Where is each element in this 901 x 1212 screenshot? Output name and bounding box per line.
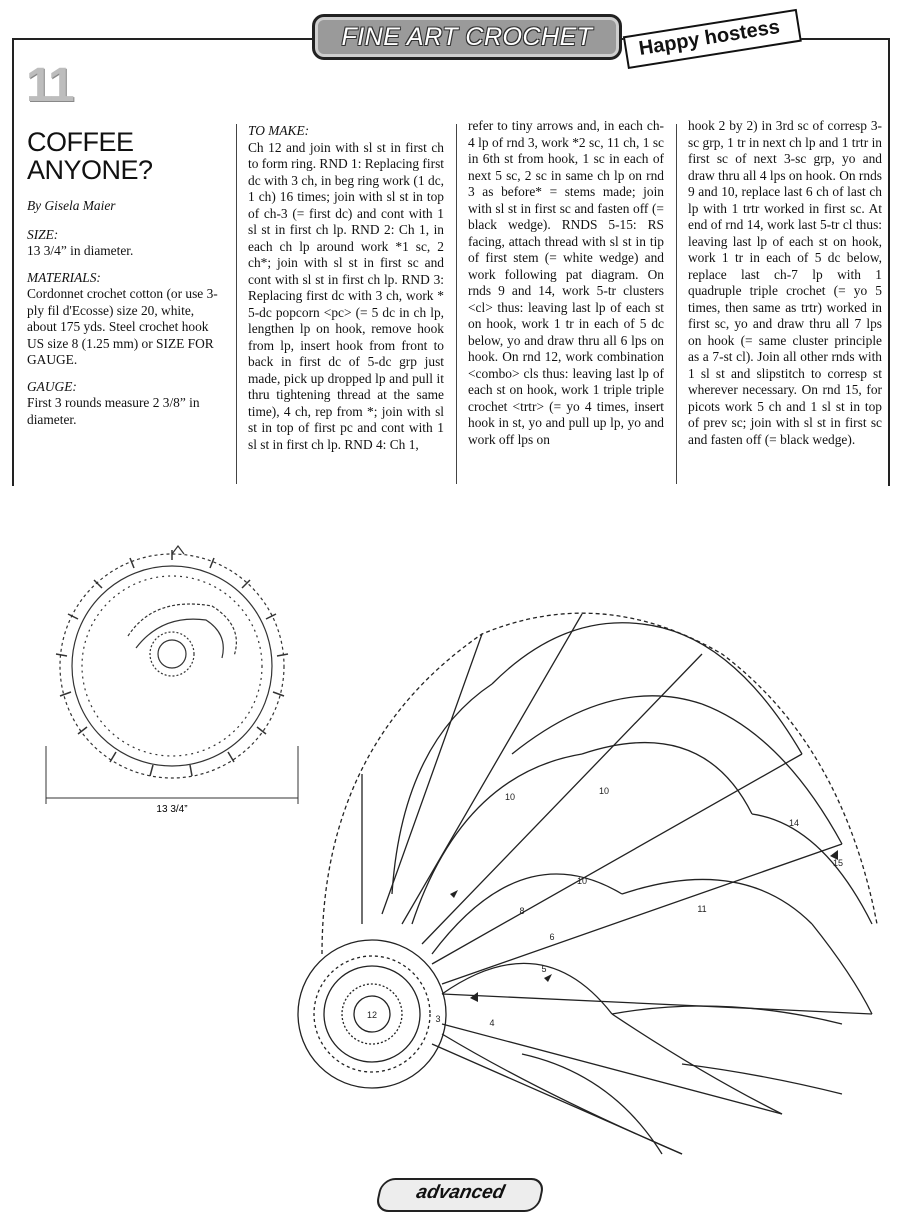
author-byline: By Gisela Maier — [27, 198, 116, 213]
gauge-section — [27, 379, 223, 429]
dimension-label: 13 3/4” — [156, 804, 188, 815]
round-number-label: 10 — [504, 792, 516, 802]
size-text: 13 3/4” in diameter. — [27, 243, 134, 258]
round-number-label: 8 — [519, 906, 525, 916]
materials-text: Cordonnet crochet cotton (or use 3-ply fil d'Ecosse) size 20, white, about 175 yds. Steel crochet hook US size 8 (1.25 mm) or SIZE FOR GAUGE. — [27, 286, 218, 367]
column-divider — [456, 124, 457, 484]
masthead-text: FINE ART CROCHET — [341, 22, 593, 51]
magazine-masthead — [312, 14, 622, 60]
column-divider — [676, 124, 677, 484]
section-ribbon: Happy hostess — [623, 9, 802, 69]
pattern-number: 11 — [26, 59, 73, 112]
round-number-label: 10 — [576, 876, 588, 886]
column-divider — [236, 124, 237, 484]
round-number-label: 11 — [697, 904, 707, 914]
size-section — [27, 227, 223, 260]
materials-label: MATERIALS: — [27, 269, 101, 285]
round-number-label: 15 — [832, 858, 844, 868]
round-number-label: 10 — [598, 786, 610, 796]
instructions-text-1: Ch 12 and join with sl st in first ch to form ring. RND 1: Replacing first dc with 3 ch, in beg ring work (1 dc, 1 ch) 16 times; join with sl st in top of ch-3 (= first dc) and cont with 1 sl st in first ch lp. RND 2: Ch 1, in each ch lp around work *1 sc, 2 ch*; join with sl st in first sc and cont with sl st in first ch lp. RND 3: Replacing first dc with 3 ch, work * 5-dc popcorn <pc> (= 5 dc in ch lp, lengthen lp on hook, remove hook from lp, insert hook from front to back in first dc of 5-dc grp just made, pick up dropped lp and pull it thru tightening thread at the same time), 4 ch, rep from *; join with sl st in top of first pc and cont with 1 sl st in first ch lp. RND 4: Ch 1, — [248, 139, 444, 452]
round-number-label: 6 — [549, 932, 555, 942]
difficulty-label: advanced — [414, 1182, 507, 1203]
title-line-2: ANYONE? — [27, 155, 153, 185]
materials-section — [27, 270, 223, 369]
difficulty-badge — [374, 1178, 545, 1212]
title-line-1: COFFEE — [27, 127, 134, 157]
to-make-label: TO MAKE: — [248, 123, 310, 138]
round-number-label: 4 — [489, 1018, 495, 1028]
round-number-label: 12 — [366, 1010, 378, 1020]
round-number-label: 3 — [435, 1014, 441, 1024]
instructions-text-2: refer to tiny arrows and, in each ch-4 lp of rnd 3, work *2 sc, 11 ch, 1 sc in 6th st from hook, 1 sc in each of next 5 sc, 2 sc in same ch lp on rnd 3 as before* = stems made; join with sl st in first sc and fasten off (= black wedge). RNDS 5-15: RS facing, attach thread with sl st in tip of first stem (= white wedge) and work following pat diagram. On rnds 9 and 14, work 5-tr clusters <cl> thus: leaving last lp of each st on hook, work 1 tr in each of 5 dc below, yo and draw thru all 6 lps on hook. On rnd 12, work combination <combo> cls thus: leaving last lp of each st on hook, work 1 triple triple crochet <trtr> (= yo 4 times, insert hook in st, yo and pull up lp, yo and work off lps on — [468, 118, 664, 447]
instructions-column-2 — [468, 118, 664, 448]
size-label: SIZE: — [27, 226, 59, 242]
instructions-text-3: hook 2 by 2) in 3rd sc of corresp 3-sc grp, 1 tr in next ch lp and 1 trtr in first sc of next 3-sc grp, yo and draw thru all 4 lps on hook. On rnds 9 and 10, replace last 6 ch of last ch lp with 1 trtr worked in first sc. At end of rnd 14, work last 5-tr cl thus: leaving last lp of each st on hook, work 1 tr in each of 5 dc below, replace last ch-7 lp with 1 quadruple triple crochet (= yo 5 times, then same as trtr) worked in first sc, yo and draw thru all 7 lps on hook (= same cluster principle as a 7-st cl). Join all other rnds with 1 sl st and slipstitch to corresp st wherever necessary. On rnd 15, for picots work 5 ch and 1 sl st in top of prev sc; join with sl st in first sc and fasten off (= black wedge). — [688, 118, 882, 447]
intro-column — [27, 118, 223, 438]
pattern-title — [27, 128, 223, 184]
stitch-chart-diagram — [282, 594, 882, 1174]
instructions-column-1 — [248, 123, 444, 453]
gauge-label: GAUGE: — [27, 378, 77, 394]
gauge-text: First 3 rounds measure 2 3/8” in diameter. — [27, 395, 200, 427]
doily-overview-diagram — [44, 536, 314, 816]
round-number-label: 5 — [541, 964, 547, 974]
instructions-column-3 — [688, 118, 882, 448]
round-number-label: 14 — [788, 818, 800, 828]
